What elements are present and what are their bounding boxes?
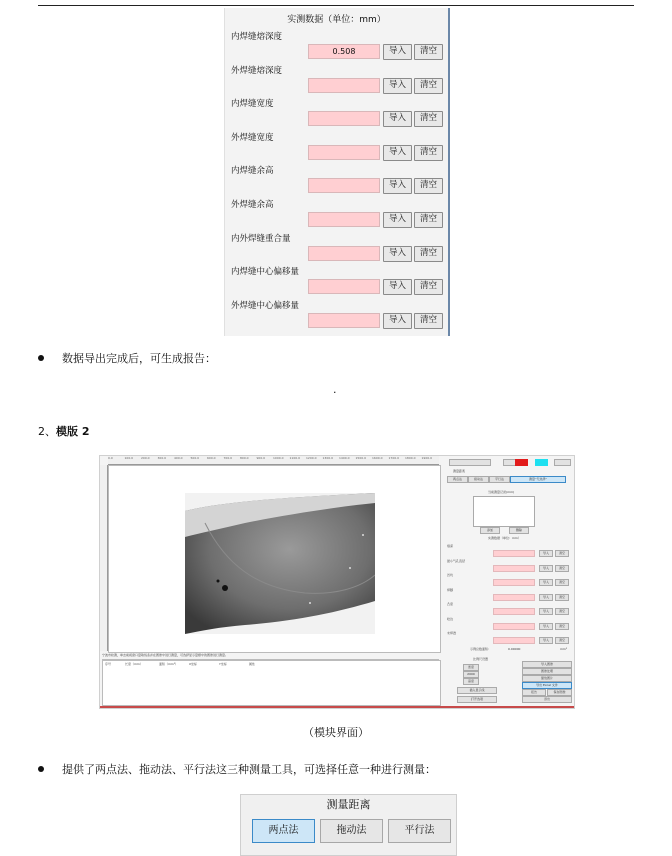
ruler-tick: 1100.0 [289, 456, 300, 460]
add-record-button[interactable]: 添加 [480, 527, 500, 534]
clear-button[interactable]: 清空 [414, 44, 443, 60]
ruler-tick: 500.0 [190, 456, 200, 460]
measure-distance-label: 测量距离 [453, 469, 466, 473]
measure-field-input[interactable] [493, 623, 535, 630]
import-button[interactable]: 导入 [383, 212, 412, 228]
record-list[interactable] [473, 496, 535, 527]
import-button[interactable]: 导入 [383, 145, 412, 161]
insert-line-button[interactable]: 插入显示线 [457, 687, 497, 694]
scale-height[interactable]: 高度 [463, 678, 479, 685]
import-button[interactable]: 导入 [539, 579, 553, 586]
panel-title: 实测数据（单位：mm） [287, 15, 386, 25]
ruler-tick: 200.0 [141, 456, 150, 460]
export-excel-button[interactable]: 导出 Excel 文件 [522, 682, 572, 689]
scale-value[interactable]: 2000 [463, 671, 479, 678]
scale-title: 比例尺设置 [473, 657, 489, 661]
ruler-tick: 1200.0 [306, 456, 317, 460]
measure-field-input[interactable] [493, 637, 535, 644]
measure-field-label: 焊脚 [447, 587, 454, 592]
top-rule [38, 5, 634, 6]
save-image-button[interactable]: 保存图像 [547, 689, 572, 696]
ruler-tick: 1400.0 [339, 456, 350, 460]
section-title: 模版 2 [56, 425, 90, 438]
ruler-tick: 900.0 [256, 456, 266, 460]
center-mark: · [333, 386, 337, 399]
bullet-dot [38, 355, 44, 361]
report-button[interactable]: 报告 [522, 689, 546, 696]
clear-button[interactable]: 清空 [555, 550, 569, 557]
total-area-value: 0.00000 [508, 647, 521, 651]
field-label: 外焊缝中心偏移量 [231, 300, 300, 311]
measure-field-input[interactable] [493, 579, 535, 586]
ruler-top [108, 456, 439, 465]
value-field[interactable] [308, 313, 380, 328]
open-options-button[interactable]: 打开选项 [457, 696, 497, 703]
ruler-tick: 300.0 [157, 456, 167, 460]
import-button[interactable]: 导入 [383, 44, 412, 60]
clear-button[interactable]: 清空 [555, 608, 569, 615]
ruler-tick: 1300.0 [322, 456, 333, 460]
parallel-button[interactable]: 平行法 [388, 819, 451, 843]
weld-photo [185, 493, 375, 634]
record-list-title: 当前测量记录(mm) [488, 490, 515, 494]
section-heading: 2、模版 2 [38, 425, 90, 438]
field-label: 内焊缝余高 [231, 166, 274, 177]
ruler-tick: 100.0 [124, 456, 134, 460]
import-button[interactable]: 导入 [383, 279, 412, 295]
field-label: 内焊缝宽度 [231, 99, 274, 110]
table-header: Y坐标 [219, 662, 227, 666]
ruler-tick: 1700.0 [388, 456, 399, 460]
measure-field-input[interactable] [493, 594, 535, 601]
ruler-tick: 600.0 [207, 456, 216, 460]
tab-no-selection[interactable]: 测量“无选择” [510, 476, 566, 483]
value-field[interactable] [308, 279, 380, 294]
ruler-tick: 1600.0 [372, 456, 383, 460]
ruler-tick: 400.0 [174, 456, 183, 460]
import-button[interactable]: 导入 [539, 550, 553, 557]
field-label: 外焊缝熔深度 [231, 65, 283, 76]
value-field[interactable] [308, 212, 380, 227]
module-screenshot [99, 455, 575, 709]
measure-field-label: 咬边 [447, 616, 454, 621]
measure-field-label: 熔深 [447, 544, 454, 548]
delete-record-button[interactable]: 删除 [509, 527, 529, 534]
import-button[interactable]: 导入 [539, 623, 553, 630]
import-button[interactable]: 导入 [539, 608, 553, 615]
total-area-label: 示例总数面积： [470, 647, 492, 651]
clear-button[interactable]: 清空 [555, 594, 569, 601]
bullet-text: 提供了两点法、拖动法、平行法这三种测量工具，可选择任意一种进行测量： [62, 763, 436, 776]
tab-two-point[interactable]: 两点法 [447, 476, 468, 483]
exit-button[interactable]: 退出 [522, 696, 572, 703]
image-process-button[interactable]: 图像处理 [522, 668, 572, 675]
zoom-image-button[interactable]: 缩放图片 [522, 675, 572, 682]
clear-button[interactable]: 清空 [555, 637, 569, 644]
import-button[interactable]: 导入 [383, 246, 412, 262]
bullet-report [38, 352, 216, 366]
measure-field-input[interactable] [493, 565, 535, 572]
line-width-select[interactable] [449, 459, 491, 466]
scale-width[interactable]: 宽度 [463, 664, 479, 671]
bullet-text: 数据导出完成后，可生成报告： [62, 352, 216, 365]
import-button[interactable]: 导入 [383, 178, 412, 194]
ruler-tick: 1800.0 [405, 456, 416, 460]
measured-data-panel [224, 8, 450, 336]
drag-button[interactable]: 拖动法 [320, 819, 383, 843]
clear-button[interactable]: 清空 [414, 145, 443, 161]
import-image-button[interactable]: 导入图像 [522, 661, 572, 668]
clear-button[interactable]: 清空 [414, 279, 443, 295]
bottom-accent-line [100, 706, 574, 708]
bullet-tools [38, 763, 436, 777]
table-header: X坐标 [189, 662, 198, 666]
measure-field-input[interactable] [493, 550, 535, 557]
import-button[interactable]: 导入 [539, 594, 553, 601]
clear-button[interactable]: 清空 [555, 579, 569, 586]
value-field[interactable] [308, 178, 380, 193]
table-header: 面积（mm²） [159, 662, 179, 666]
import-button[interactable]: 导入 [383, 78, 412, 94]
ruler-tick: 1900.0 [421, 456, 432, 460]
clear-button[interactable]: 清空 [555, 565, 569, 572]
results-table [102, 660, 441, 706]
ruler-left [100, 465, 108, 651]
figure-caption: （模块界面） [303, 726, 369, 739]
table-header: 序号 [105, 662, 112, 666]
data-title: 实测数据（单位：mm） [488, 536, 521, 540]
clear-button[interactable]: 清空 [414, 78, 443, 94]
ruler-tick: 800.0 [240, 456, 249, 460]
value-field[interactable] [308, 78, 380, 93]
import-button[interactable]: 导入 [539, 565, 553, 572]
field-label: 内焊缝熔深度 [231, 32, 283, 42]
value-field[interactable]: 0.508 [308, 44, 380, 59]
measure-field-label: 凹坑 [447, 573, 454, 577]
two-point-button[interactable]: 两点法 [252, 819, 315, 843]
import-button[interactable]: 导入 [383, 111, 412, 127]
field-label: 外焊缝宽度 [231, 132, 274, 143]
clear-button[interactable]: 清空 [414, 246, 443, 262]
measure-field-label: 凸度 [447, 602, 454, 606]
table-header: 长度（mm） [125, 662, 143, 666]
ruler-tick: 1500.0 [355, 456, 366, 460]
clear-button[interactable]: 清空 [414, 178, 443, 194]
control-panel [443, 456, 574, 708]
clear-button[interactable]: 清空 [414, 313, 443, 329]
ruler-tick: 700.0 [223, 456, 233, 460]
bullet-dot [38, 766, 44, 772]
tab-drag[interactable]: 拖动法 [468, 476, 489, 483]
clear-button[interactable]: 清空 [414, 111, 443, 127]
ruler-tick: 0.0 [108, 456, 113, 460]
field-label: 内外焊缝重合量 [231, 233, 291, 244]
clear-button[interactable]: 清空 [414, 212, 443, 228]
total-area-unit: mm² [560, 647, 568, 651]
measure-distance-panel [240, 794, 457, 856]
value-field[interactable] [308, 246, 380, 261]
apply-button[interactable] [554, 459, 571, 466]
measure-field-label: 未焊透 [447, 631, 457, 635]
import-button[interactable]: 导入 [383, 313, 412, 329]
table-header: 属性 [249, 662, 256, 666]
color-red-swatch[interactable] [515, 459, 528, 466]
tab-parallel[interactable]: 平行法 [489, 476, 510, 483]
color-cyan-swatch[interactable] [535, 459, 548, 466]
clear-button[interactable]: 清空 [555, 623, 569, 630]
field-label: 外焊缝余高 [231, 200, 274, 210]
measure-field-label: 最小气孔直径 [447, 558, 466, 563]
import-button[interactable]: 导入 [539, 637, 553, 644]
value-field[interactable] [308, 111, 380, 126]
hint-text: 宁波市检测，单击前视窗口量取线条并在图像中进行测量，可选择显示量框中的图像进行测量。 [102, 653, 439, 660]
ruler-tick: 1000.0 [273, 456, 284, 460]
value-field[interactable] [308, 145, 380, 160]
measure-field-input[interactable] [493, 608, 535, 615]
image-canvas[interactable] [108, 465, 441, 653]
field-label: 内焊缝中心偏移量 [231, 267, 300, 278]
measure-title: 测量距离 [326, 798, 371, 811]
